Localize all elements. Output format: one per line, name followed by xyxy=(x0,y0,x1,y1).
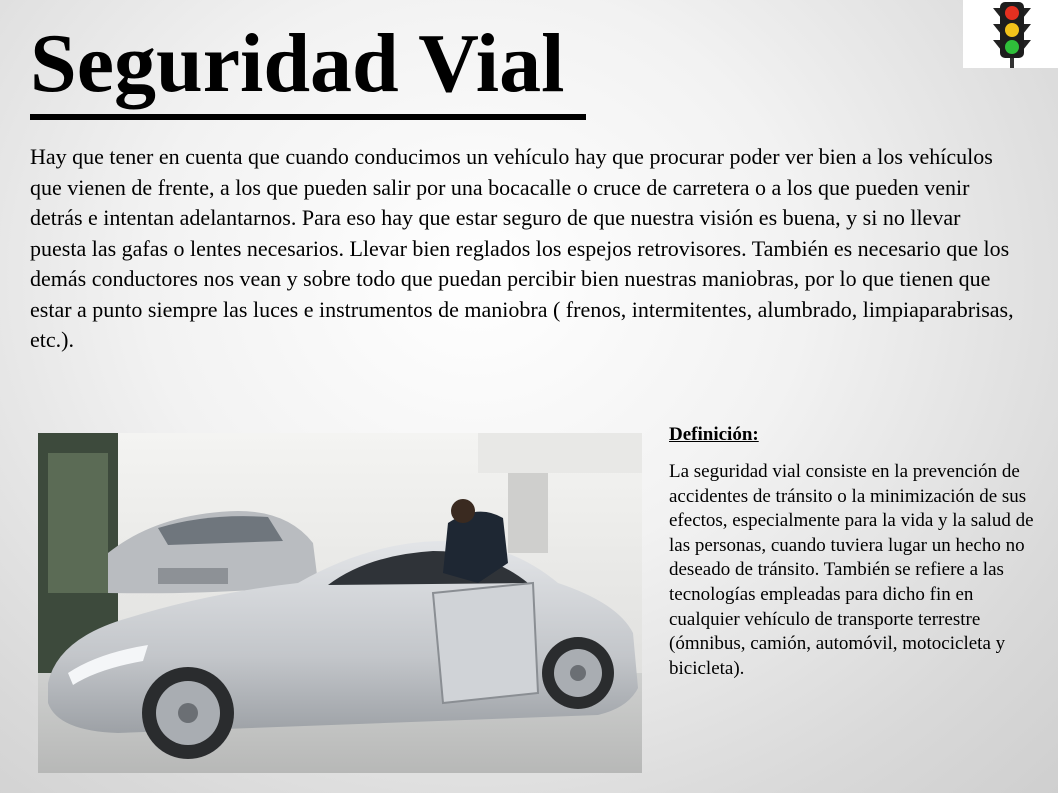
intro-paragraph: Hay que tener en cuenta que cuando conducimos un vehículo hay que procurar poder ver bien a los vehículos que vienen de frente, a los que pueden salir por una bocacalle o cruce de carretera o a los que pueden venir detrás e intentan adelantarnos. Para eso hay que estar seguro de que nuestra visión es buena, y si no llevar puesta las gafas o lentes necesarios. Llevar bien reglados los espejos retrovisores. También es necesario que los demás conductores nos vean y sobre todo que puedan percibir bien nuestras maniobras, por lo que tienen que estar a punto siempre las luces e instrumentos de maniobra ( frenos, intermitentes, alumbrado, limpiaparabrisas, etc.). xyxy=(30,144,1014,352)
page-title: Seguridad Vial xyxy=(30,17,565,110)
definition-heading: Definición: xyxy=(669,424,759,445)
car-showroom-photo xyxy=(38,433,642,773)
title-underline xyxy=(30,114,586,120)
traffic-light-icon xyxy=(963,0,1058,68)
definition-body: La seguridad vial consiste en la prevención de accidentes de tránsito o la minimización de sus efectos, especialmente para la vida y la salud de las personas, cuando tuviera lugar un hecho no deseado de tránsito. También se refiere a las tecnologías empleadas para dicho fin en cualquier vehículo de transporte terrestre (ómnibus, camión, automóvil, motocicleta y bicicleta). xyxy=(669,461,1034,679)
traffic-light-image xyxy=(963,0,1058,68)
